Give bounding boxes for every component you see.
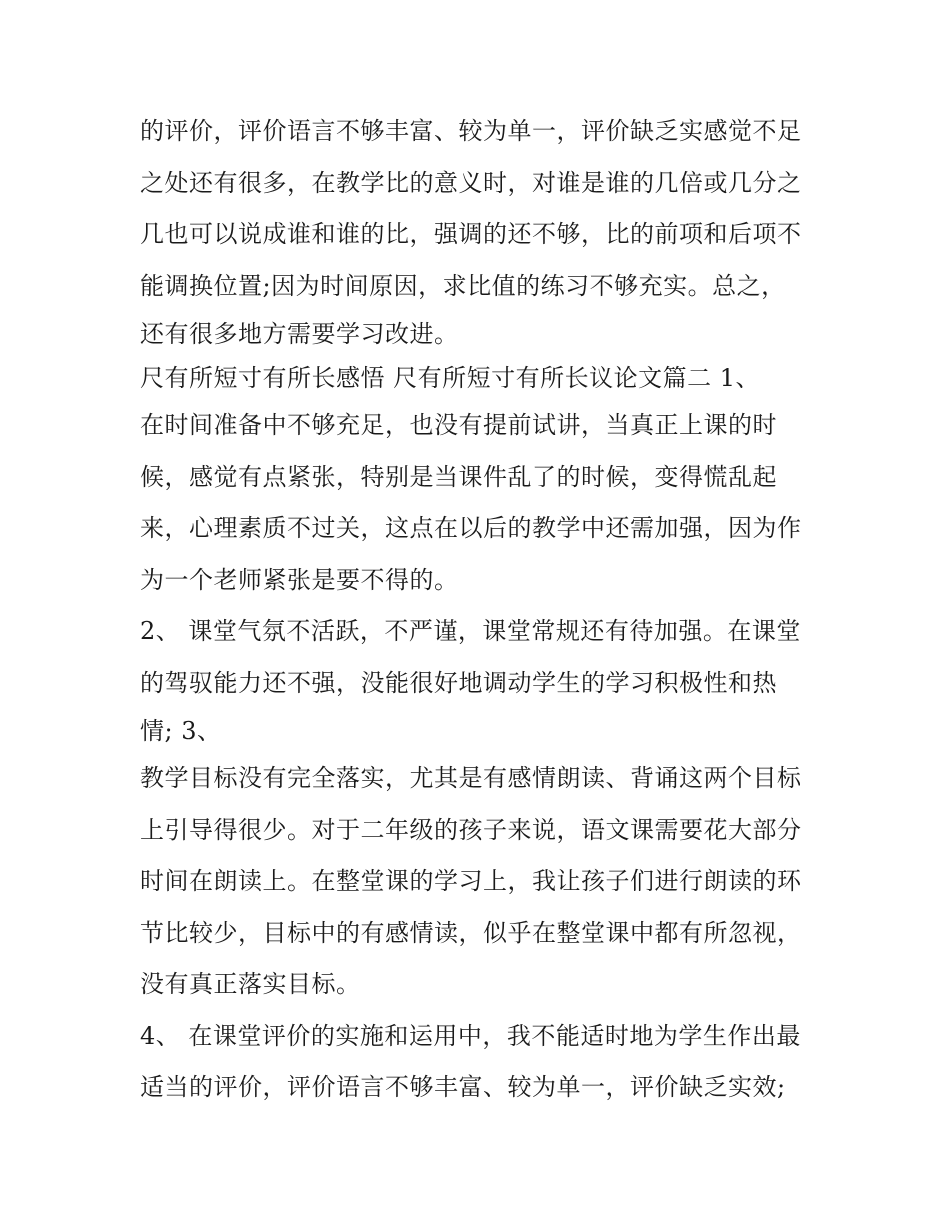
text-line: 的评价，评价语言不够丰富、较为单一，评价缺乏实感觉不足 [140,117,802,145]
text-line: 没有真正落实目标。 [140,970,361,998]
text-line: 为一个老师紧张是要不得的。 [140,565,459,594]
text-line: 候，感觉有点紧张，特别是当课件乱了的时候，变得慌乱起 [140,462,777,491]
body-text [140,106,830,1114]
text-line: 在时间准备中不够充足，也没有提前试讲，当真正上课的时 [140,411,777,439]
text-line: 节比较少，目标中的有感情读，似乎在整堂课中都有所忽视， [140,918,802,947]
section-heading: 尺有所短寸有所长感悟 尺有所短寸有所长议论文篇二 1、 [140,364,761,392]
text-line: 适当的评价，评价语言不够丰富、较为单一，评价缺乏实效; [140,1073,786,1101]
list-item-3: 教学目标没有完全落实，尤其是有感情朗读、背诵这两个目标 [140,764,802,792]
text-line: 来，心理素质不过关，这点在以后的教学中还需加强，因为作 [140,514,802,542]
text-line: 能调换位置;因为时间原因，求比值的练习不够充实。总之， [140,271,786,300]
list-item-4: 4、 在课堂评价的实施和运用中，我不能适时地为学生作出最 [140,1021,801,1050]
text-line: 的驾驭能力还不强，没能很好地调动学生的学习积极性和热 [140,668,777,697]
text-line: 几也可以说成谁和谁的比，强调的还不够，比的前项和后项不 [140,220,802,248]
text-line: 之处还有很多，在教学比的意义时，对谁是谁的几倍或几分之 [140,168,802,197]
text-line: 时间在朗读上。在整堂课的学习上，我让孩子们进行朗读的环 [140,867,802,895]
text-line: 情; 3、 [140,717,222,745]
text-line: 还有很多地方需要学习改进。 [140,320,459,348]
text-line: 上引导得很少。对于二年级的孩子来说，语文课需要花大部分 [140,815,802,844]
list-item-2: 2、 课堂气氛不活跃，不严谨，课堂常规还有待加强。在课堂 [140,617,801,645]
